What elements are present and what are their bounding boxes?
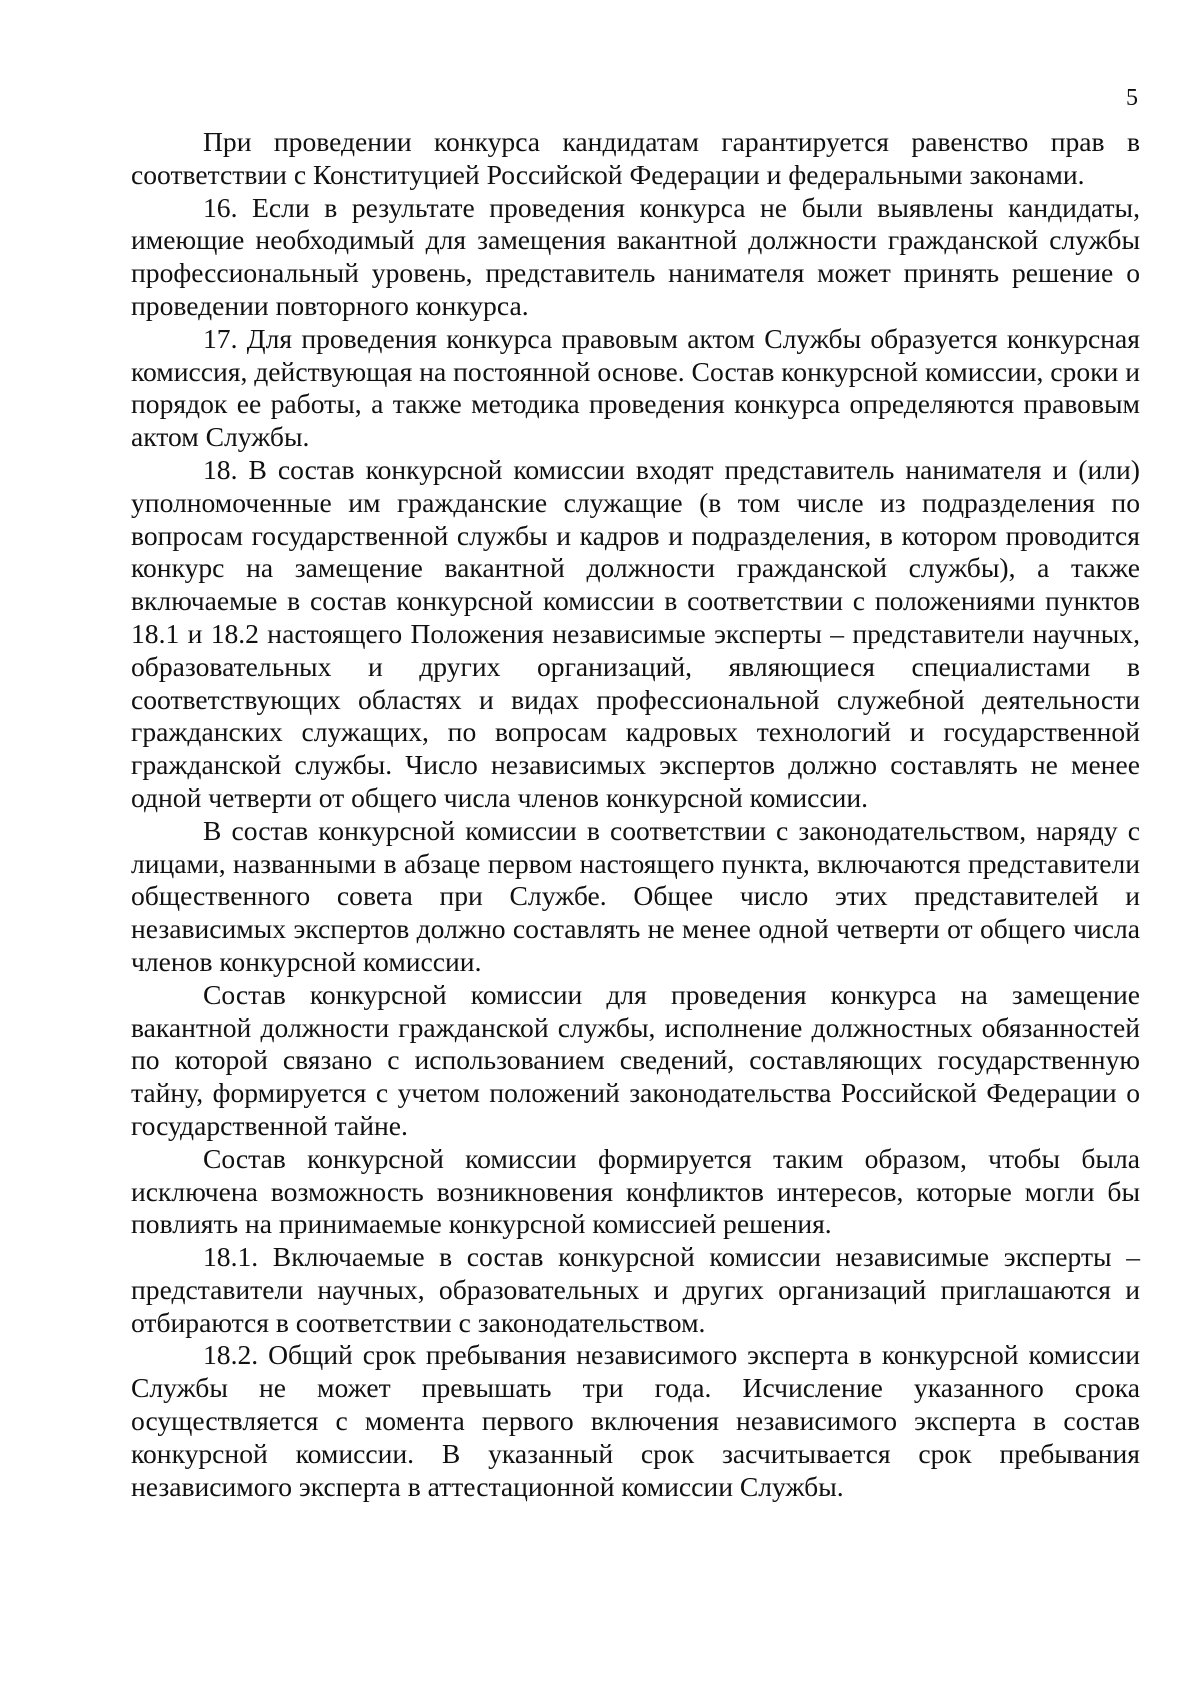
page-number: 5 [1126, 85, 1138, 111]
paragraph-16: 16. Если в результате проведения конкурса не были выявлены кандидаты, имеющие необходимый для замещения вакантной должности гражданской службы профессиональный уровень, представитель нанимателя может принять решение о проведении повторного конкурса. [131, 191, 1140, 321]
paragraph-18-state-secret: Состав конкурсной комиссии для проведения конкурса на замещение вакантной должности гражданской службы, исполнение должностных обязанностей по которой связано с использованием сведений, составляющих государственную тайну, формируется с учетом положений законодательства Российской Федерации о государственной тайне. [131, 978, 1140, 1141]
paragraph-18-public-council: В состав конкурсной комиссии в соответствии с законодательством, наряду с лицами, названными в абзаце первом настоящего пункта, включаются представители общественного совета при Службе. Общее число этих представителей и независимых экспертов должно составлять не менее одной четверти от общего числа членов конкурсной комиссии. [131, 814, 1140, 977]
paragraph-18-conflict-of-interest: Состав конкурсной комиссии формируется таким образом, чтобы была исключена возможность возникновения конфликтов интересов, которые могли бы повлиять на принимаемые конкурсной комиссией решения. [131, 1142, 1140, 1240]
document-body [131, 126, 1140, 1503]
paragraph-18: 18. В состав конкурсной комиссии входят представитель нанимателя и (или) уполномоченные им гражданские служащие (в том числе из подразделения по вопросам государственной службы и кадров и подразделения, в котором проводится конкурс на замещение вакантной должности гражданской службы), а также включаемые в состав конкурсной комиссии в соответствии с положениями пунктов 18.1 и 18.2 настоящего Положения независимые эксперты – представители научных, образовательных и других организаций, являющиеся специалистами в соответствующих областях и видах профессиональной служебной деятельности гражданских служащих, по вопросам кадровых технологий и государственной гражданской службы. Число независимых экспертов должно составлять не менее одной четверти от общего числа членов конкурсной комиссии. [131, 453, 1140, 813]
paragraph-17: 17. Для проведения конкурса правовым актом Службы образуется конкурсная комиссия, действующая на постоянной основе. Состав конкурсной комиссии, сроки и порядок ее работы, а также методика проведения конкурса определяются правовым актом Службы. [131, 322, 1140, 453]
paragraph-equal-rights: При проведении конкурса кандидатам гарантируется равенство прав в соответствии с Конституцией Российской Федерации и федеральными законами. [131, 126, 1140, 190]
paragraph-18-1: 18.1. Включаемые в состав конкурсной комиссии независимые эксперты – представители научных, образовательных и других организаций приглашаются и отбираются в соответствии с законодательством. [131, 1241, 1140, 1338]
paragraph-18-2: 18.2. Общий срок пребывания независимого эксперта в конкурсной комиссии Службы не может превышать три года. Исчисление указанного срока осуществляется с момента первого включения независимого эксперта в состав конкурсной комиссии. В указанный срок засчитывается срок пребывания независимого эксперта в аттестационной комиссии Службы. [131, 1339, 1140, 1502]
